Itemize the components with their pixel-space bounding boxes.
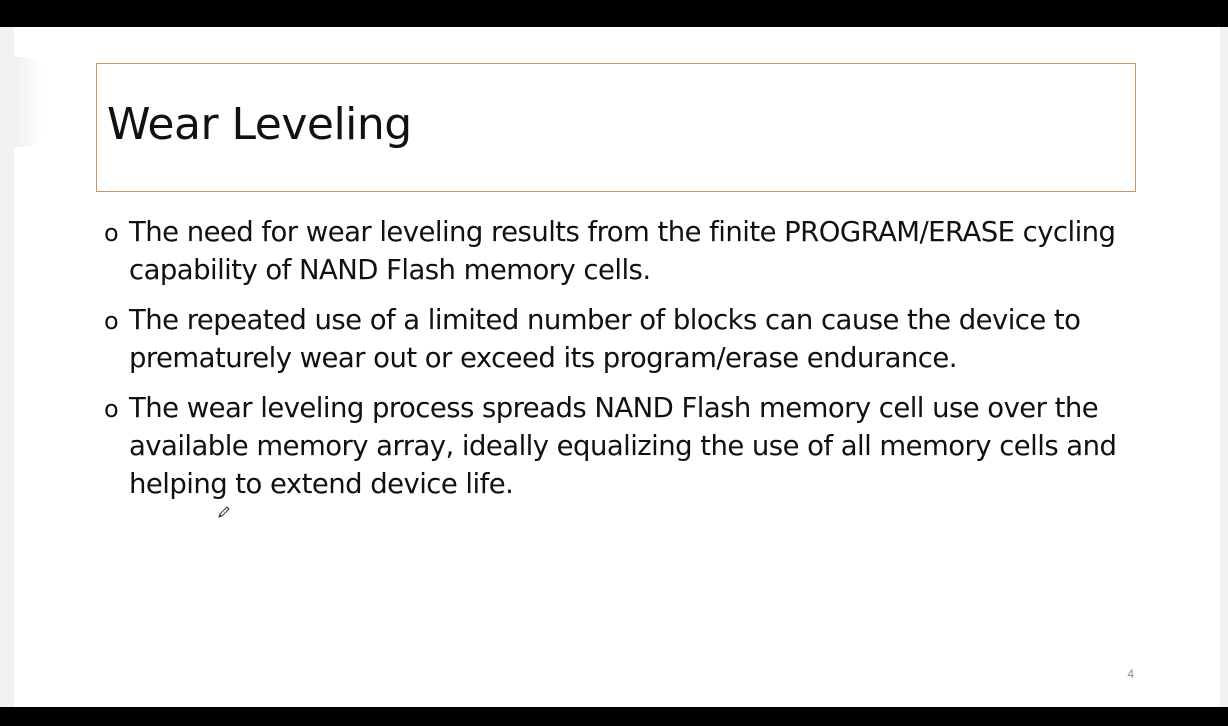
bullet-marker-icon: o [104, 395, 119, 423]
bullet-text: The repeated use of a limited number of blocks can cause the device to prematurely wear out or exceed its program/erase endurance. [129, 304, 1081, 374]
bullet-list[interactable] [104, 213, 1124, 515]
slide [14, 27, 1220, 707]
title-placeholder[interactable] [96, 63, 1136, 192]
bullet-item [104, 301, 1124, 377]
slide-title: Wear Leveling [107, 99, 412, 150]
letterbox-bottom [0, 707, 1228, 726]
letterbox-top [0, 0, 1228, 27]
bullet-item [104, 213, 1124, 289]
bullet-text: The wear leveling process spreads NAND Flash memory cell use over the available memory array, ideally equalizing the use of all memory cells and helping to extend device life. [129, 392, 1117, 500]
bullet-text: The need for wear leveling results from the finite PROGRAM/ERASE cycling capability of NAND Flash memory cells. [129, 216, 1116, 286]
bullet-item [104, 389, 1124, 503]
bullet-marker-icon: o [104, 219, 119, 247]
slide-edge-shadow [14, 57, 44, 147]
pen-cursor-icon [218, 505, 230, 517]
right-gutter [1220, 27, 1228, 707]
bullet-marker-icon: o [104, 307, 119, 335]
slide-number: 4 [1127, 667, 1134, 681]
left-gutter [0, 27, 14, 707]
